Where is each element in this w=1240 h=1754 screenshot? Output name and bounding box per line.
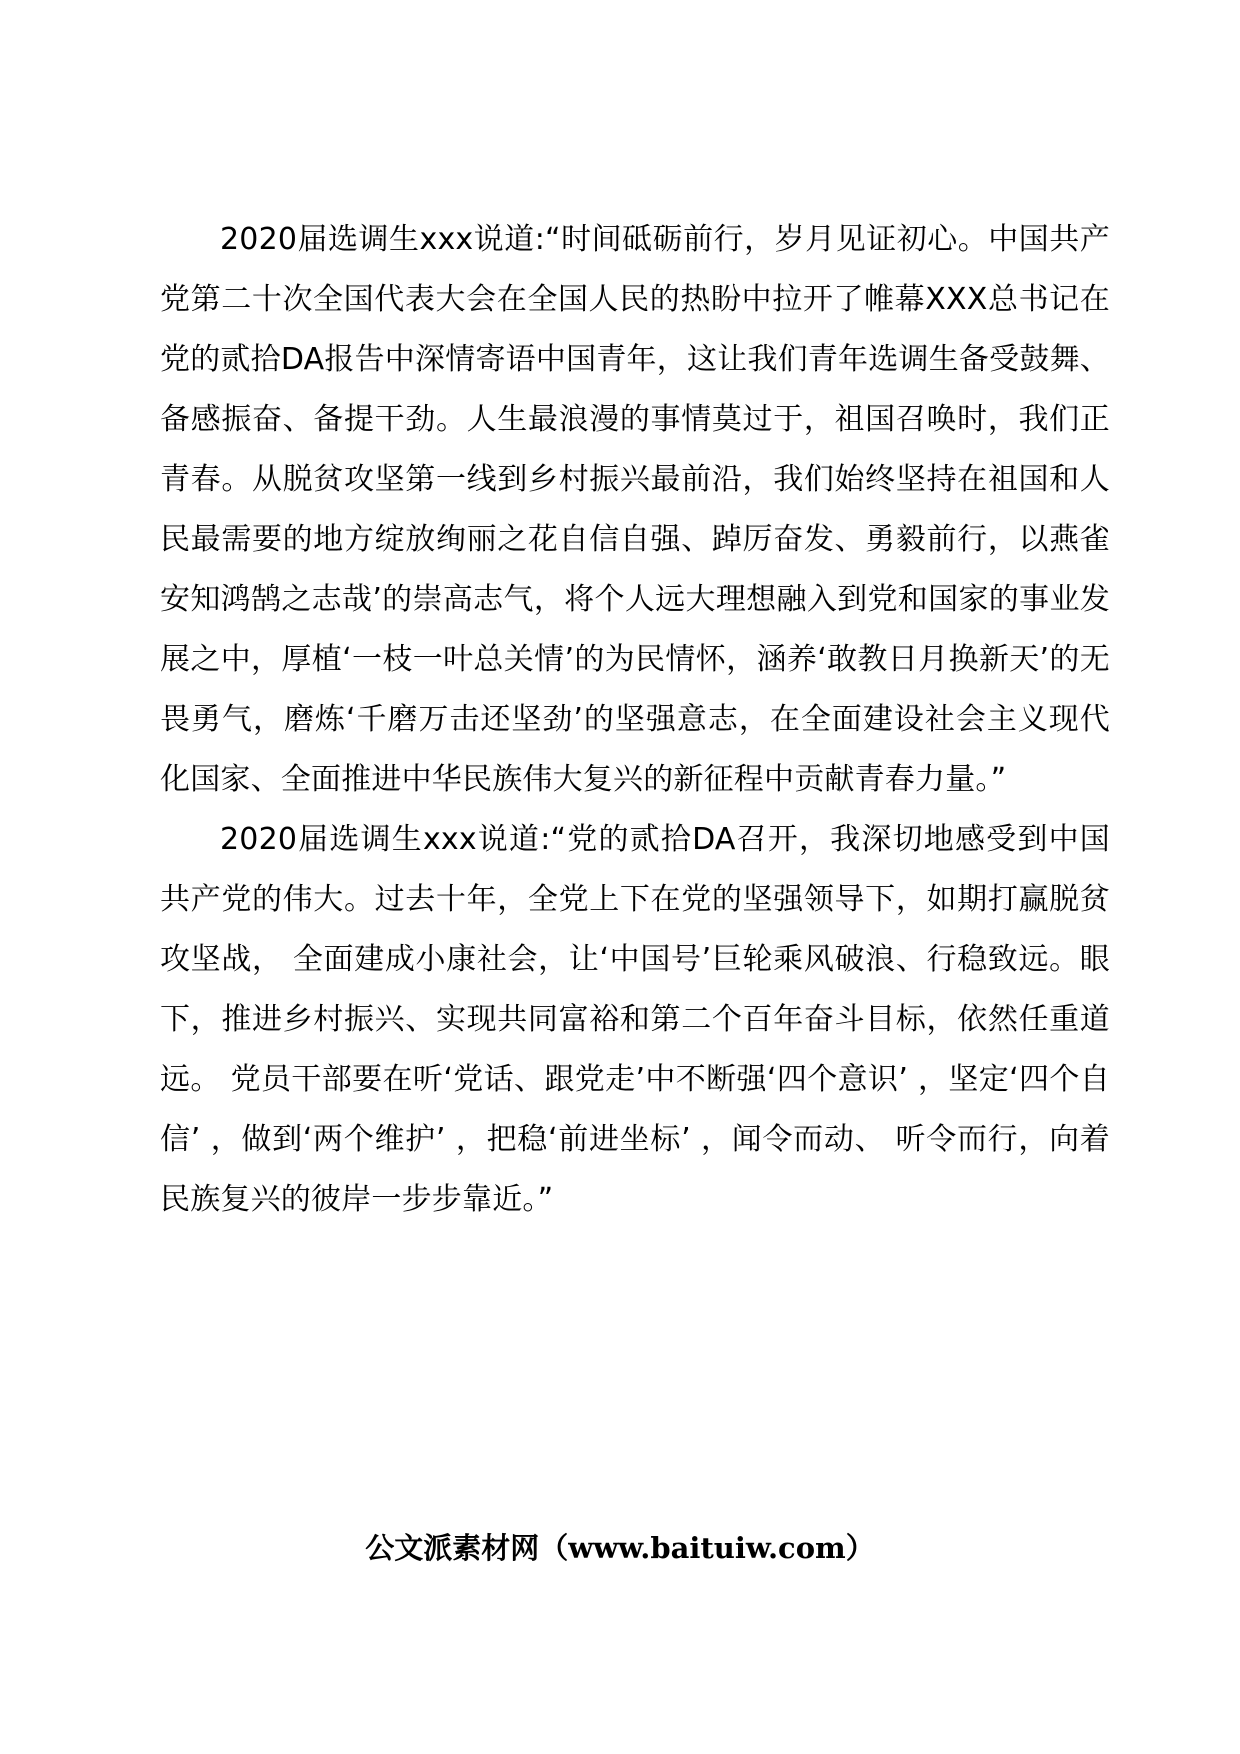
footer-watermark: 公文派素材网（www.baituiw.com） [365,1531,875,1565]
document-body [160,210,1110,1230]
paragraph-1: 2020届选调生xxx说道:“时间砥砺前行，岁月见证初心。中国共产党第二十次全国代表大会在全国人民的热盼中拉开了帷幕XXX总书记在党的贰拾DA报告中深情寄语中国青年，这让我们青年选调生备受鼓舞、备感振奋、备提干劲。人生最浪漫的事情莫过于，祖国召唤时，我们正青春。从脱贫攻坚第一线到乡村振兴最前沿，我们始终坚持在祖国和人民最需要的地方绽放绚丽之花自信自强、踔厉奋发、勇毅前行，以燕雀安知鸿鹄之志哉’的崇高志气，将个人远大理想融入到党和国家的事业发展之中，厚植‘一枝一叶总关情’的为民情怀，涵养‘敢教日月换新天’的无畏勇气，磨炼‘千磨万击还坚劲’的坚强意志，在全面建设社会主义现代化国家、全面推进中华民族伟大复兴的新征程中贡献青春力量。” [160,222,1110,797]
paragraph-2: 2020届选调生xxx说道:“党的贰拾DA召开，我深切地感受到中国共产党的伟大。过去十年，全党上下在党的坚强领导下，如期打赢脱贫攻坚战， 全面建成小康社会，让‘中国号’巨轮乘风破浪、行稳致远。眼下，推进乡村振兴、实现共同富裕和第二个百年奋斗目标，依然任重道远。 党员干部要在听‘党话、跟党走’中不断强‘四个意识’ ，坚定‘四个自信’ ，做到‘两个维护’ ，把稳‘前进坐标’ ，闻令而动、 听令而行，向着民族复兴的彼岸一步步靠近。” [160,822,1110,1217]
